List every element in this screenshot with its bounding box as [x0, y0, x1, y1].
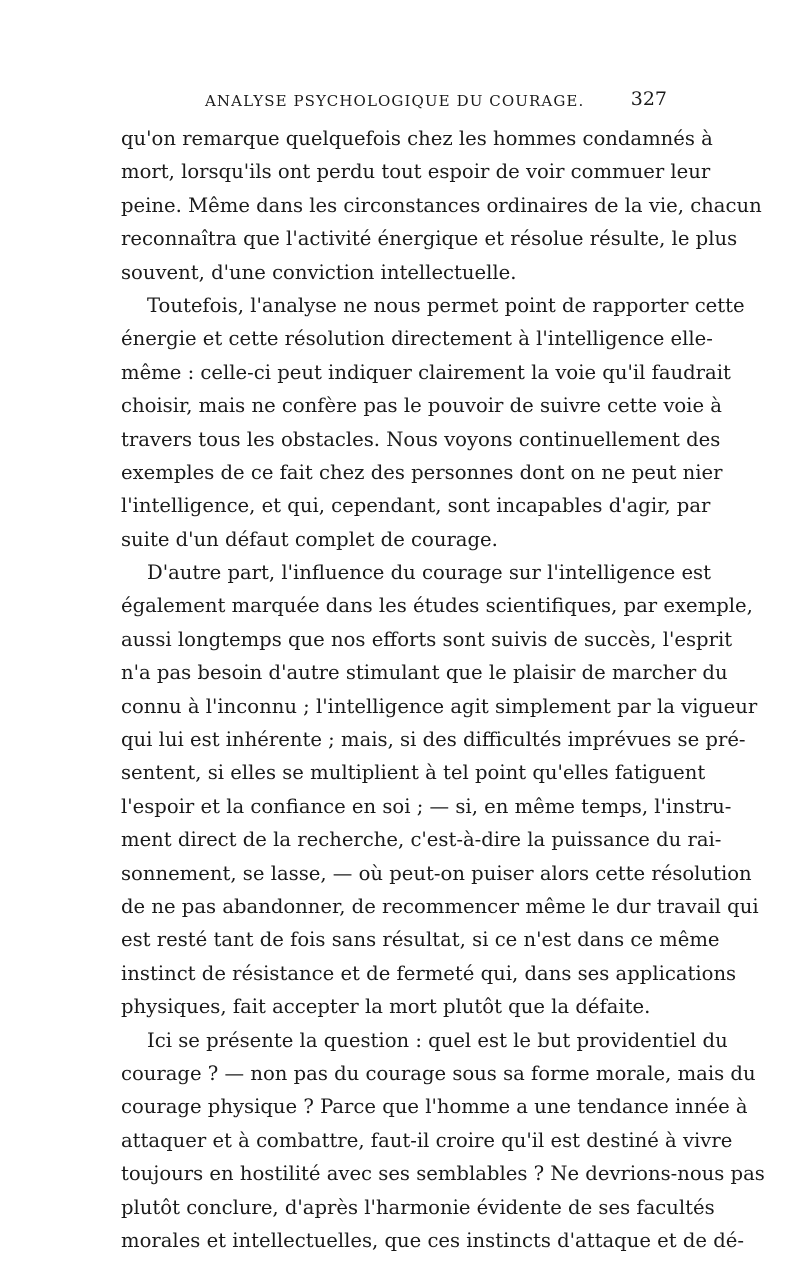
text-line: travers tous les obstacles. Nous voyons continuellement des: [121, 427, 721, 451]
text-line: énergie et cette résolution directement à l'intelligence elle-: [121, 327, 713, 351]
text-line: attaquer et à combattre, faut-il croire qu'il est destiné à vivre: [121, 1128, 733, 1152]
text-line: connu à l'inconnu ; l'intelligence agit simplement par la vigueur: [121, 694, 758, 718]
text-line: Toutefois, l'analyse ne nous permet point de rapporter cette: [147, 293, 745, 317]
running-head: [121, 86, 669, 122]
text-line: l'intelligence, et qui, cependant, sont incapables d'agir, par: [121, 494, 711, 518]
text-line: également marquée dans les études scientifiques, par exemple,: [121, 594, 753, 618]
page-number: 327: [630, 88, 667, 110]
body-text: [121, 122, 765, 1257]
text-line: Ici se présente la question : quel est le but providentiel du: [147, 1028, 728, 1052]
text-line: aussi longtemps que nos efforts sont suivis de succès, l'esprit: [121, 627, 733, 651]
text-line: l'espoir et la confiance en soi ; — si, en même temps, l'instru-: [121, 794, 732, 818]
text-line: mort, lorsqu'ils ont perdu tout espoir de voir commuer leur: [121, 160, 711, 184]
text-line: est resté tant de fois sans résultat, si ce n'est dans ce même: [121, 928, 720, 952]
text-line: morales et intellectuelles, que ces instincts d'attaque et de dé-: [121, 1228, 744, 1252]
text-line: ment direct de la recherche, c'est-à-dire la puissance du rai-: [121, 828, 722, 852]
text-line: qui lui est inhérente ; mais, si des difficultés imprévues se pré-: [121, 728, 746, 752]
book-page: [121, 86, 765, 1257]
text-line: peine. Même dans les circonstances ordinaires de la vie, chacun: [121, 193, 762, 217]
text-line: sentent, si elles se multiplient à tel point qu'elles fatiguent: [121, 761, 706, 785]
text-line: même : celle-ci peut indiquer clairement la voie qu'il faudrait: [121, 360, 731, 384]
text-line: toujours en hostilité avec ses semblables ? Ne devrions-nous pas: [121, 1162, 765, 1186]
text-line: physiques, fait accepter la mort plutôt que la défaite.: [121, 995, 651, 1019]
text-line: choisir, mais ne confère pas le pouvoir de suivre cette voie à: [121, 394, 722, 418]
text-line: n'a pas besoin d'autre stimulant que le plaisir de marcher du: [121, 661, 728, 685]
text-line: courage ? — non pas du courage sous sa forme morale, mais du: [121, 1061, 756, 1085]
text-line: courage physique ? Parce que l'homme a une tendance innée à: [121, 1095, 748, 1119]
text-line: suite d'un défaut complet de courage.: [121, 527, 498, 551]
text-line: D'autre part, l'influence du courage sur l'intelligence est: [147, 561, 711, 585]
text-line: instinct de résistance et de fermeté qui, dans ses applications: [121, 961, 737, 985]
text-line: exemples de ce fait chez des personnes dont on ne peut nier: [121, 460, 723, 484]
text-line: de ne pas abandonner, de recommencer même le dur travail qui: [121, 894, 759, 918]
text-line: sonnement, se lasse, — où peut-on puiser alors cette résolution: [121, 861, 752, 885]
text-line: souvent, d'une conviction intellectuelle.: [121, 260, 517, 284]
text-line: plutôt conclure, d'après l'harmonie évidente de ses facultés: [121, 1195, 715, 1219]
running-title: ANALYSE PSYCHOLOGIQUE DU COURAGE.: [205, 92, 585, 110]
text-line: reconnaîtra que l'activité énergique et résolue résulte, le plus: [121, 227, 738, 251]
text-line: qu'on remarque quelquefois chez les hommes condamnés à: [121, 127, 713, 150]
